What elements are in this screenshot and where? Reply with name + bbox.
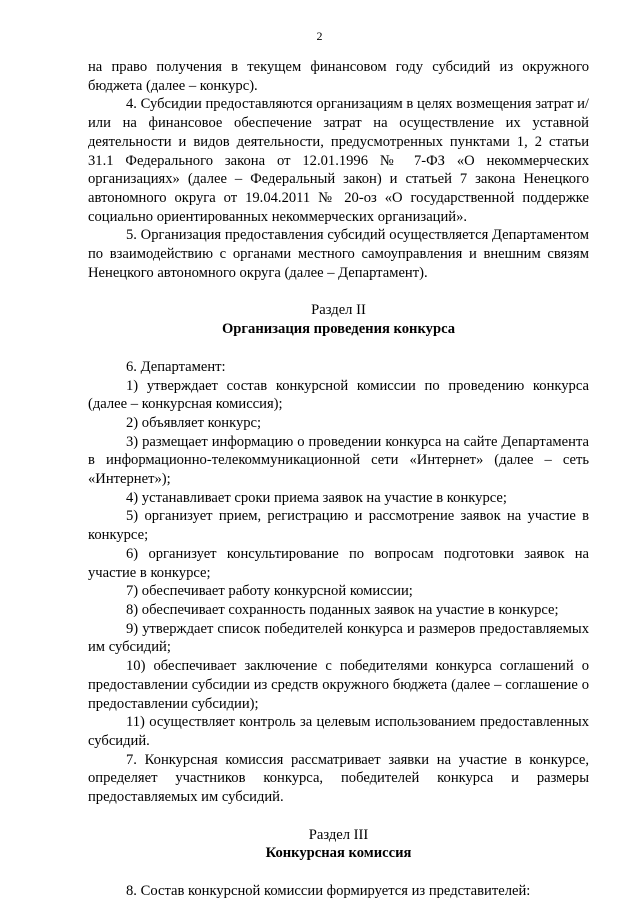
section-3-label: Раздел III <box>308 826 369 843</box>
paragraph-6-item: 9) утверждает список победителей конкурса и размеров предоставляемых им субсидий; <box>88 620 589 656</box>
paragraph-4: 4. Субсидии предоставляются организациям в целях возмещения затрат и/или на финансовое обеспечение затрат на осуществление их уставной деятельности и видов деятельности, предусмотренных пунктами 1, 2 статьи 31.1 Федерального закона от 12.01.1996 № 7-ФЗ «О некоммерческих организациях» (далее – Федеральный закон) и статьей 7 закона Ненецкого автономного округа от 19.04.2011 № 20-оз «О государственной поддержке социально ориентированных некоммерческих организаций». <box>88 96 589 225</box>
paragraph-6-item: 1) утверждает состав конкурсной комиссии по проведению конкурса (далее – конкурсная комиссия); <box>88 377 589 413</box>
paragraph-6-item: 3) размещает информацию о проведении конкурса на сайте Департамента в информационно-телекоммуникационной сети «Интернет» (далее – сеть «Интернет»); <box>88 433 589 488</box>
paragraph-6-item: 10) обеспечивает заключение с победителями конкурса соглашений о предоставлении субсидии из средств окружного бюджета (далее – соглашение о предоставлении субсидии); <box>88 658 589 712</box>
paragraph-6-item: 11) осуществляет контроль за целевым использованием предоставленных субсидий. <box>88 714 589 749</box>
paragraph-6-item: 4) устанавливает сроки приема заявок на участие в конкурсе; <box>126 489 507 506</box>
section-3-title: Конкурсная комиссия <box>265 845 412 862</box>
section-2-title: Организация проведения конкурса <box>221 321 456 338</box>
paragraph-5: 5. Организация предоставления субсидий осуществляется Департаментом по взаимодействию с органами местного самоуправления и внешним связям Ненецкого автономного округа (далее – Департамент). <box>88 227 589 281</box>
paragraph-7: 7. Конкурсная комиссия рассматривает заявки на участие в конкурсе, определяет участников конкурса, победителей конкурса и размеры предоставляемых им субсидий. <box>88 751 589 806</box>
paragraph-6-item: 7) обеспечивает работу конкурсной комиссии; <box>126 583 413 600</box>
page-number: 2 <box>316 29 323 43</box>
paragraph-6: 6. Департамент: <box>126 358 226 375</box>
paragraph-6-item: 2) объявляет конкурс; <box>126 414 262 431</box>
paragraph-8: 8. Состав конкурсной комиссии формируется из представителей: <box>126 883 531 900</box>
continuation-paragraph: на право получения в текущем финансовом году субсидий из окружного бюджета (далее – конкурс). <box>88 59 589 94</box>
paragraph-6-item: 8) обеспечивает сохранность поданных заявок на участие в конкурсе; <box>126 601 559 618</box>
paragraph-6-item: 6) организует консультирование по вопросам подготовки заявок на участие в конкурсе; <box>88 545 589 581</box>
paragraph-6-item: 5) организует прием, регистрацию и рассмотрение заявок на участие в конкурсе; <box>88 508 589 544</box>
section-2-label: Раздел II <box>311 302 366 319</box>
document-body <box>88 58 589 901</box>
